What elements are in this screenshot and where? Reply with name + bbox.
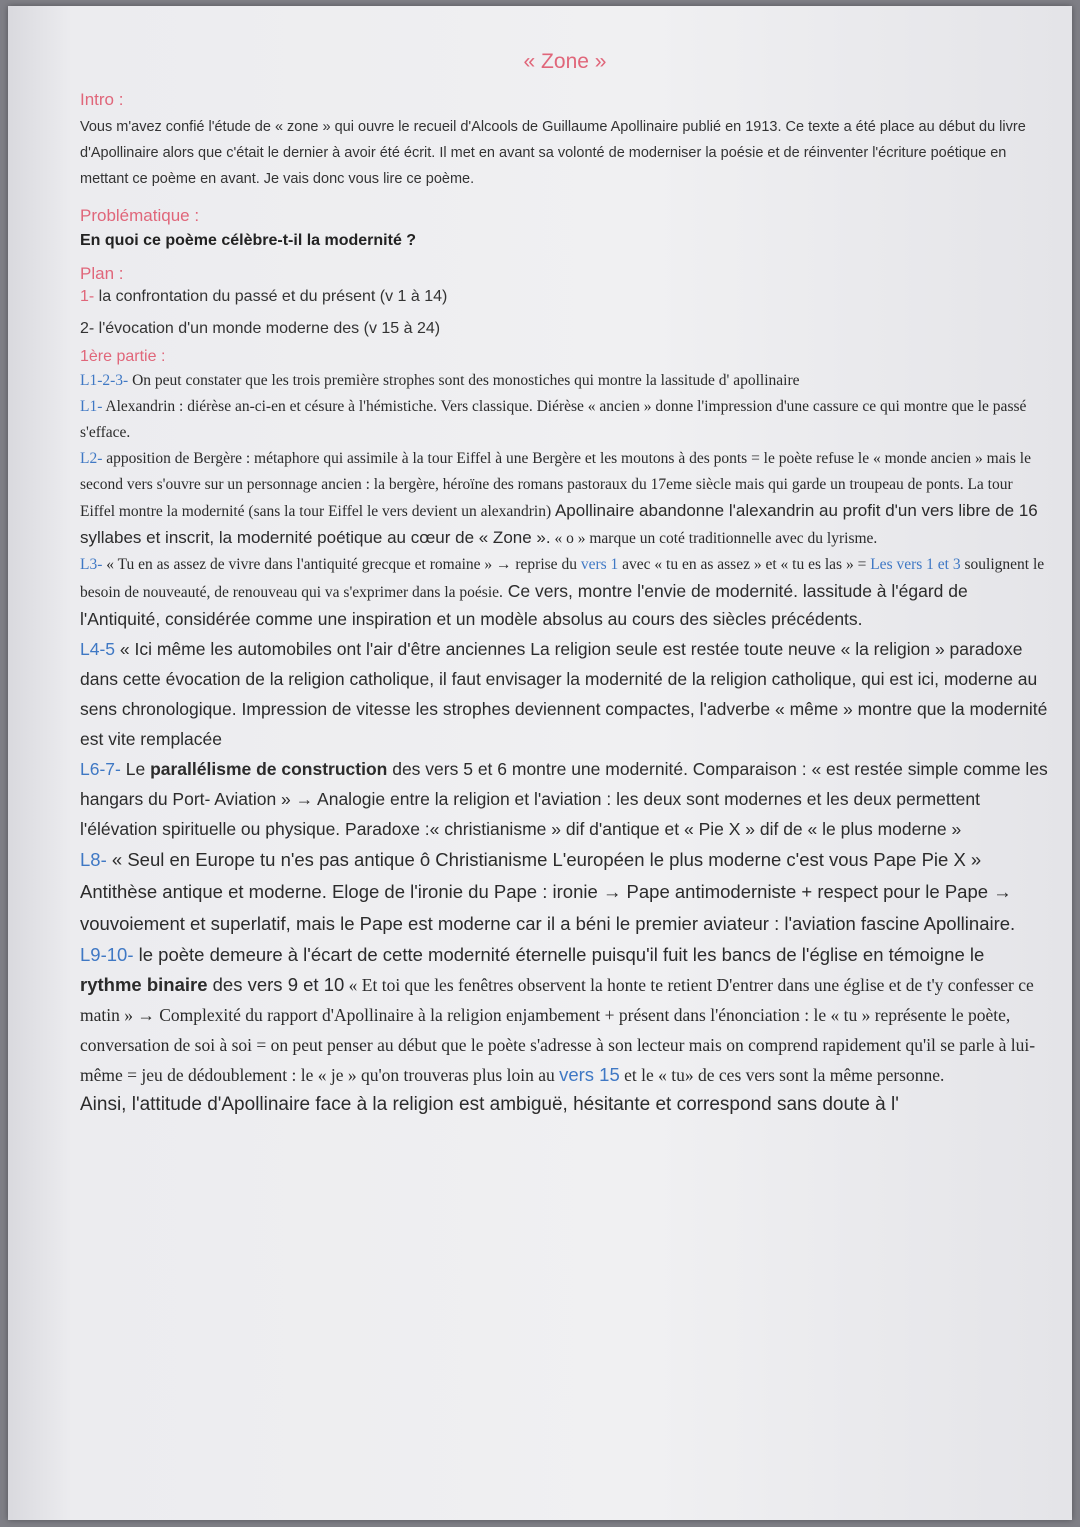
analysis-text: des vers 9 et 10: [207, 974, 345, 995]
analysis-text: « Tu en as assez de vivre dans l'antiquité grecque et romaine » → reprise du: [102, 556, 581, 573]
plan-item-2: 2- l'évocation d'un monde moderne des (v 15 à 24): [80, 320, 441, 337]
vers-link: vers 1: [580, 556, 619, 573]
analysis-text: « o » marque un coté traditionnelle avec du lyrisme.: [550, 530, 878, 547]
problematique-question: En quoi ce poème célèbre-t-il la modernité ?: [80, 232, 417, 249]
document-content: [80, 50, 1050, 1120]
analysis-bold: parallélisme de construction: [150, 759, 388, 779]
plan-item-1: [80, 288, 1050, 306]
analysis-text: « Ici même les automobiles ont l'air d'être anciennes La religion seule est restée toute neuve « la religion » paradoxe dans cette évocation de la religion catholique, il faut envisager la modernité de la religion catholique, qui est ici, moderne au sens chronologique. Impression de vitesse les strophes deviennent compactes, l'adverbe « même » montre que la modernité est vite remplacée: [80, 639, 1048, 749]
intro-label: Intro :: [80, 90, 124, 109]
partie-1-label: 1ère partie :: [80, 348, 166, 365]
line-ref: L4-5: [80, 639, 116, 659]
analysis-text: avec « tu en as assez » et « tu es las » =: [618, 556, 871, 573]
line-ref: L8-: [80, 849, 107, 870]
problematique-label: Problématique :: [80, 206, 200, 225]
document-page: [8, 6, 1072, 1520]
plan-item-1-number: 1-: [80, 288, 95, 305]
plan-label: Plan :: [80, 264, 124, 283]
analysis-text: « Et toi que les fenêtres observent la honte te retient D'entrer dans une église et de t'y confesser ce matin » → Complexité du rapport d'Apollinaire à la religion enjambement + présent dans l'énonciation : le « tu » représente le poète, conversation de soi à soi = on peut penser au début que le poète s'adresse à son lecteur mais on comprend rapidement qu'il se parle à lui-même = jeu de dédoublement : le « je » qu'on trouveras plus loin au: [80, 975, 1036, 1085]
analysis-l9-10: [80, 940, 1050, 1090]
intro-text: Vous m'avez confié l'étude de « zone » qui ouvre le recueil d'Alcools de Guillaume Apollinaire publié en 1913. Ce texte a été place au début du livre d'Apollinaire alors que c'était le dernier à avoir été écrit. Il met en avant sa volonté de moderniser la poésie et de réinventer l'écriture poétique en mettant ce poème en avant. Je vais donc vous lire ce poème.: [80, 119, 1026, 187]
analysis-text: et le « tu» de ces vers sont la même personne.: [619, 1065, 945, 1085]
document-title: « Zone »: [523, 50, 607, 73]
line-ref: L6-7-: [80, 759, 121, 779]
analysis-text: apposition de Bergère : métaphore qui assimile à la tour Eiffel à une Bergère et les moutons à des ponts = le poète refuse le « monde ancien » mais le second vers s'ouvre sur un personnage ancien : la bergère, héroïne des romans pastoraux du 17eme siècle mais qui garde un troupeau de ponts. La tour Eiffel montre la modernité (sans la tour Eiffel le vers devient un alexandrin): [80, 450, 1031, 520]
plan-item-1-text: la confrontation du passé et du présent (v 1 à 14): [94, 288, 448, 305]
analysis-text: « Seul en Europe tu n'es pas antique ô Christianisme L'européen le plus moderne c'est vous Pape Pie X » Antithèse antique et moderne. Eloge de l'ironie du Pape : ironie → Pape antimoderniste + respect pour le Pape → vouvoiement et superlatif, mais le Pape est moderne car il a béni le premier aviateur : l'aviation fascine Apollinaire.: [80, 849, 1016, 934]
analysis-l4-5: [80, 634, 1050, 754]
analysis-text: On peut constater que les trois première strophes sont des monostiches qui montre la lassitude d' apollinaire: [128, 372, 800, 389]
analysis-l8: [80, 844, 1050, 940]
vers-link: Les vers 1 et 3: [870, 556, 961, 573]
analysis-l1-2-3: [80, 368, 1050, 394]
analysis-text: Apollinaire abandonne l'alexandrin au profit d'un vers libre de 16 syllabes et inscrit, la modernité poétique au cœur de « Zone ».: [80, 501, 1038, 547]
analysis-text: Alexandrin : diérèse an-ci-en et césure à l'hémistiche. Vers classique. Diérèse « ancien » donne l'impression d'une cassure ce qui montre que le passé s'efface.: [80, 398, 1027, 441]
line-ref: L1-: [80, 398, 103, 415]
analysis-l3: [80, 552, 1050, 634]
analysis-bold: rythme binaire: [80, 974, 208, 995]
conclusion-text: Ainsi, l'attitude d'Apollinaire face à la religion est ambiguë, hésitante et correspond sans doute à l': [80, 1094, 899, 1115]
line-ref: L2-: [80, 450, 103, 467]
line-ref: L3-: [80, 556, 103, 573]
vers-link: vers 15: [559, 1064, 620, 1085]
analysis-l6-7: [80, 754, 1050, 844]
analysis-text: Ce vers, montre l'envie de modernité. lassitude à l'égard de l'Antiquité, considérée comme une inspiration et un modèle absolus au cours des siècles précédents.: [80, 581, 968, 629]
line-ref: L1-2-3-: [80, 372, 129, 389]
analysis-text: soulignent le besoin de nouveauté, de renouveau qui va s'exprimer dans la poésie.: [80, 556, 1045, 601]
analysis-text: des vers 5 et 6 montre une modernité. Comparaison : « est restée simple comme les hangars du Port- Aviation » → Analogie entre la religion et l'aviation : les deux sont modernes et les deux permettent l'élévation spirituelle ou physique. Paradoxe :« christianisme » dif d'antique et « Pie X » dif de « le plus moderne »: [80, 759, 1048, 839]
analysis-l1: [80, 394, 1050, 446]
analysis-text: Le: [120, 759, 151, 779]
analysis-text: le poète demeure à l'écart de cette modernité éternelle puisqu'il fuit les bancs de l'église en témoigne le: [133, 944, 985, 965]
analysis-l2: [80, 446, 1050, 552]
line-ref: L9-10-: [80, 944, 134, 965]
